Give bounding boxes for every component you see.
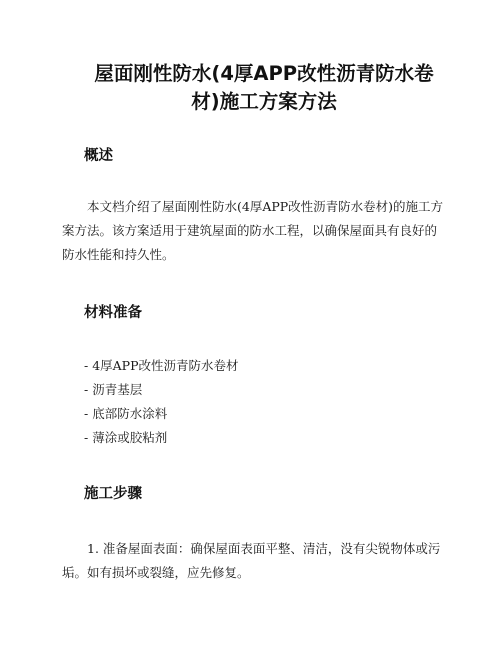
list-item: - 4厚APP改性沥青防水卷材 (84, 358, 239, 373)
list-item: - 底部防水涂料 (84, 406, 168, 421)
document-title: 屋面刚性防水(4厚APP改性沥青防水卷材)施工方案方法 (94, 62, 434, 113)
materials-list (84, 354, 239, 450)
overview-paragraph: 本文档介绍了屋面刚性防水(4厚APP改性沥青防水卷材)的施工方案方法。该方案适用于建筑屋面的防水工程，以确保屋面具有良好的防水性能和持久性。 (62, 199, 444, 262)
section-heading-materials: 材料准备 (84, 305, 142, 321)
list-item: - 薄涂或胶粘剂 (84, 430, 168, 445)
list-item: - 沥青基层 (84, 382, 143, 397)
section-heading-steps: 施工步骤 (84, 486, 142, 502)
section-heading-overview: 概述 (84, 148, 113, 164)
step-1-paragraph: 1. 准备屋面表面：确保屋面表面平整、清洁，没有尖锐物体或污垢。如有损坏或裂缝，应先修复。 (62, 541, 441, 580)
